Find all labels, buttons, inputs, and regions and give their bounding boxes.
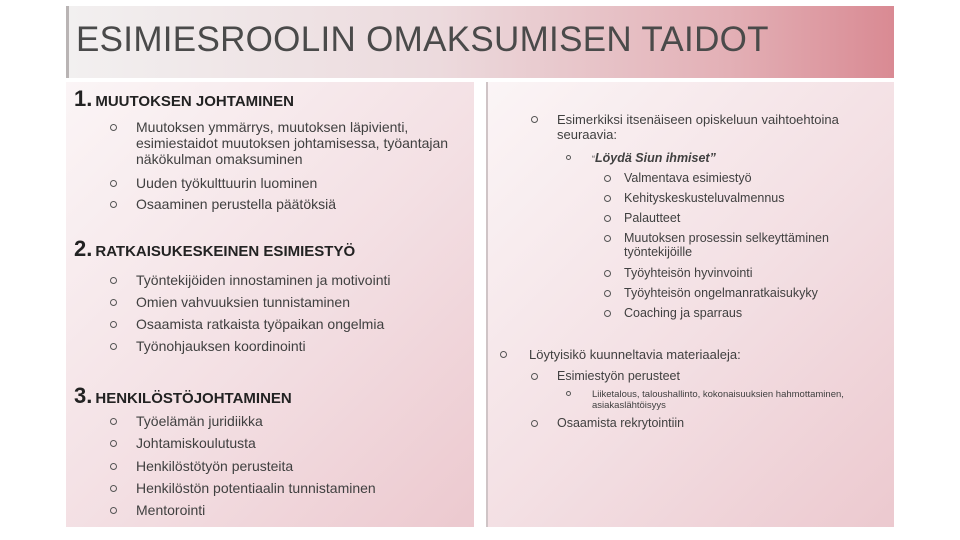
- bullet-ring-icon: [604, 270, 611, 277]
- bullet-ring-icon: [110, 321, 117, 328]
- bullet-ring-icon: [110, 124, 117, 131]
- bullet-ring-icon: [531, 116, 538, 123]
- list-item: Osaaminen perustella päätöksiä: [110, 196, 486, 212]
- list-item: Omien vahvuuksien tunnistaminen: [110, 294, 486, 310]
- sub-list-item: Työyhteisön ongelmanratkaisukyky: [604, 286, 894, 300]
- quote-title: Löydä Siun ihmiset”: [595, 151, 716, 165]
- bullet-ring-icon: [604, 215, 611, 222]
- material-detail: Liiketalous, taloushallinto, kokonaisuuksien hahmottaminen, asiakaslähtöisyys: [566, 389, 914, 411]
- study-options-intro: Esimerkiksi itsenäiseen opiskeluun vaihtoehtoina seuraavia:: [531, 112, 857, 142]
- list-item: Työntekijöiden innostaminen ja motivointi: [110, 272, 486, 288]
- right-content-panel: [486, 82, 894, 527]
- bullet-ring-icon: [531, 420, 538, 427]
- section-number: 2.: [74, 236, 93, 261]
- bullet-ring-icon: [110, 485, 117, 492]
- bullet-ring-icon: [566, 391, 571, 396]
- bullet-ring-icon: [604, 175, 611, 182]
- bullet-ring-icon: [110, 440, 117, 447]
- quote-item: [566, 151, 872, 166]
- bullet-ring-icon: [110, 299, 117, 306]
- title-bar: [66, 6, 894, 78]
- list-item: Mentorointi: [110, 502, 486, 518]
- section-heading-change-management: [74, 86, 294, 112]
- section-label: RATKAISUKESKEINEN ESIMIESTYÖ: [95, 243, 356, 260]
- section-heading-hr-management: [74, 383, 292, 409]
- bullet-ring-icon: [604, 310, 611, 317]
- material-item-recruiting: Osaamista rekrytointiin: [531, 416, 877, 430]
- bullet-ring-icon: [566, 155, 571, 160]
- list-item: Työelämän juridiikka: [110, 413, 486, 429]
- section-label: HENKILÖSTÖJOHTAMINEN: [95, 390, 292, 407]
- right-panel-divider: [486, 82, 488, 527]
- quote-mark: “: [592, 154, 595, 164]
- list-item: Osaamista ratkaista työpaikan ongelmia: [110, 316, 486, 332]
- list-item: Henkilöstötyön perusteita: [110, 458, 486, 474]
- list-item: Uuden työkulttuurin luominen: [110, 175, 486, 191]
- list-item: Työnohjauksen koordinointi: [110, 338, 486, 354]
- bullet-ring-icon: [110, 418, 117, 425]
- bullet-ring-icon: [604, 290, 611, 297]
- sub-list-item: Muutoksen prosessin selkeyttäminen työntekijöille: [604, 231, 878, 259]
- material-item-basics: Esimiestyön perusteet: [531, 369, 877, 383]
- bullet-ring-icon: [110, 201, 117, 208]
- list-item: Muutoksen ymmärrys, muutoksen läpivienti, esimiestaidot muutoksen johtamisessa, työantajan näkökulman omaksuminen: [110, 119, 486, 167]
- sub-list-item: Palautteet: [604, 211, 894, 225]
- materials-question: Löytyisikö kuunneltavia materiaaleja:: [500, 347, 889, 362]
- bullet-ring-icon: [531, 373, 538, 380]
- section-label: MUUTOKSEN JOHTAMINEN: [95, 93, 294, 110]
- bullet-ring-icon: [110, 180, 117, 187]
- sub-list-item: Coaching ja sparraus: [604, 306, 894, 320]
- bullet-ring-icon: [604, 235, 611, 242]
- list-item: Johtamiskoulutusta: [110, 435, 486, 451]
- bullet-ring-icon: [110, 277, 117, 284]
- slide-title: ESIMIESROOLIN OMAKSUMISEN TAIDOT: [76, 20, 769, 59]
- section-number: 1.: [74, 86, 93, 111]
- bullet-ring-icon: [110, 343, 117, 350]
- sub-list-item: Valmentava esimiestyö: [604, 171, 894, 185]
- bullet-ring-icon: [110, 507, 117, 514]
- list-item: Henkilöstön potentiaalin tunnistaminen: [110, 480, 486, 496]
- sub-list-item: Kehityskeskusteluvalmennus: [604, 191, 894, 205]
- title-accent-line: [66, 6, 69, 78]
- bullet-ring-icon: [110, 463, 117, 470]
- bullet-ring-icon: [604, 195, 611, 202]
- bullet-ring-icon: [500, 351, 507, 358]
- sub-list-item: Työyhteisön hyvinvointi: [604, 266, 894, 280]
- section-heading-solution-focused: [74, 236, 355, 262]
- section-number: 3.: [74, 383, 93, 408]
